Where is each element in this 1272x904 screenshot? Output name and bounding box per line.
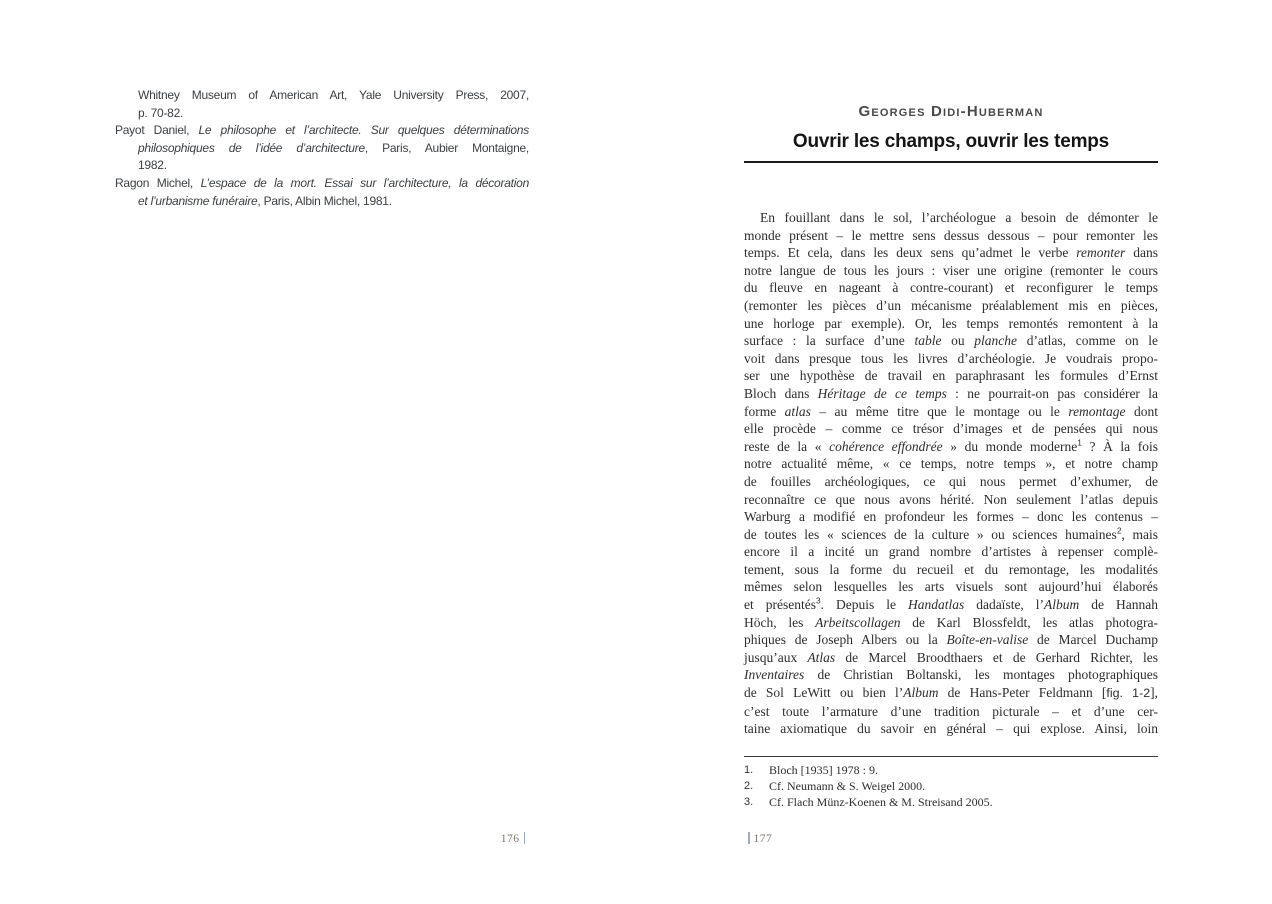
text-line: notre actualité même, « ce temps, notre temps », et notre champ [744, 456, 1158, 472]
text-line: reste de la « cohérence effondrée » du monde moderne$^1$ ? À la fois [744, 437, 1158, 454]
page-number-text: 176 [500, 833, 520, 845]
footnote-number: 1. [744, 764, 754, 776]
footnote-item [744, 778, 1158, 794]
text-line: ser une hypothèse de travail en paraphrasant les formules d’Ernst [744, 368, 1158, 384]
text-line: surface : la surface d’une table ou planche d’atlas, comme on le [744, 333, 1158, 349]
text-line: Warburg a modifié en profondeur les formes – donc les contenus – [744, 509, 1158, 525]
text-line: temps. Et cela, dans les deux sens qu’admet le verbe remonter dans [744, 245, 1158, 261]
page-divider-bar [524, 832, 526, 844]
title-rule [744, 161, 1158, 163]
body-text [744, 209, 1158, 738]
text-line: tement, sous la forme du recueil et du remontage, les modalités [744, 561, 1158, 577]
text-line: elle procède – comme ce trésor d’images et de pensées qui nous [744, 421, 1158, 437]
footnote-number: 2. [744, 780, 754, 792]
text-line: Höch, les Arbeitscollagen de Karl Blossfeldt, les atlas photogra- [744, 614, 1158, 630]
text-line: et présentés$^3$. Depuis le Handatlas dadaïste, l’Album de Hannah [744, 595, 1158, 613]
footnote-text: Cf. Neumann & S. Weigel 2000. [769, 779, 926, 793]
footnotes [744, 762, 1158, 810]
text-line: Whitney Museum of American Art, Yale University Press, 2007, [138, 88, 529, 102]
footnote-number: 3. [744, 796, 754, 808]
right-page [636, 0, 1272, 904]
text-line: reconnaître ce que nous avons hérité. Non seulement l’atlas depuis [744, 491, 1158, 507]
page-number-left [115, 832, 529, 845]
text-line: mêmes selon lesquelles les arts visuels sont aujourd’hui élaborés [744, 579, 1158, 595]
text-line: monde présent – le mettre sens dessus dessous – pour remonter les [744, 227, 1158, 243]
text-line: de toutes les « sciences de la culture » ou sciences humaines$^2$, mais [744, 525, 1158, 542]
footnote-item [744, 794, 1158, 810]
author-heading: Georges Didi-Huberman [858, 103, 1044, 120]
page-divider-bar [748, 832, 750, 844]
text-line: et l’urbanisme funéraire, Paris, Albin Michel, 1981. [138, 193, 392, 208]
text-line: c’est toute l’armature d’une tradition picturale – et d’une cer- [744, 703, 1158, 719]
footnote-text: Bloch [1935] 1978 : 9. [769, 763, 878, 777]
text-line: taine axiomatique du savoir en général – qui explose. Ainsi, loin [744, 721, 1158, 737]
text-line: voit dans presque tous les livres d’archéologie. Je voudrais propo- [744, 350, 1158, 366]
footnote-rule [744, 756, 1158, 757]
text-line: (remonter les pièces d’un mécanisme préalablement mis en pièces, [744, 297, 1158, 313]
text-line: encore il a incité un grand nombre d’artistes à repenser complè- [744, 544, 1158, 560]
text-line: phiques de Joseph Albers ou la Boîte-en-valise de Marcel Duchamp [744, 632, 1158, 648]
text-line: de fouilles archéologiques, ce qui nous permet d’exhumer, de [744, 473, 1158, 489]
text-line: Inventaires de Christian Boltanski, les montages photographiques [744, 667, 1158, 683]
text-line: p. 70-82. [138, 105, 184, 120]
text-line: Bloch dans Héritage de ce temps : ne pourrait-on pas considérer la [744, 385, 1159, 401]
text-line: de Sol LeWitt ou bien l’Album de Hans-Peter Feldmann [fig. 1-2], [744, 685, 1158, 701]
text-line: Ragon Michel, L’espace de la mort. Essai sur l’architecture, la décoration [115, 175, 529, 190]
bibliography-list [115, 87, 529, 210]
text-line: forme atlas – au même titre que le montage ou le remontage dont [744, 403, 1158, 419]
text-line: En fouillant dans le sol, l’archéologue a besoin de démonter le [760, 210, 1158, 225]
page-number-text: 177 [753, 833, 773, 845]
text-line: jusqu’aux Atlas de Marcel Broodthaers et de Gerhard Richter, les [744, 649, 1158, 665]
footnote-item [744, 762, 1158, 778]
text-line: 1982. [138, 158, 167, 173]
text-line: une horloge par exemple). Or, les temps remontés remontent à la [744, 315, 1158, 331]
text-line: notre langue de tous les jours : viser une origine (remonter le cours [744, 262, 1158, 278]
footnote-text: Cf. Flach Münz-Koenen & M. Streisand 2005. [769, 795, 993, 809]
text-line: philosophiques de l’idée d’architecture, Paris, Aubier Montaigne, [138, 140, 529, 155]
page-number-right [744, 832, 1158, 845]
text-line: Payot Daniel, Le philosophe et l’architecte. Sur quelques déterminations [115, 123, 529, 138]
chapter-title: Ouvrir les champs, ouvrir les temps [792, 131, 1110, 152]
text-line: du fleuve en nageant à contre-courant) et reconfigurer le temps [744, 280, 1158, 296]
